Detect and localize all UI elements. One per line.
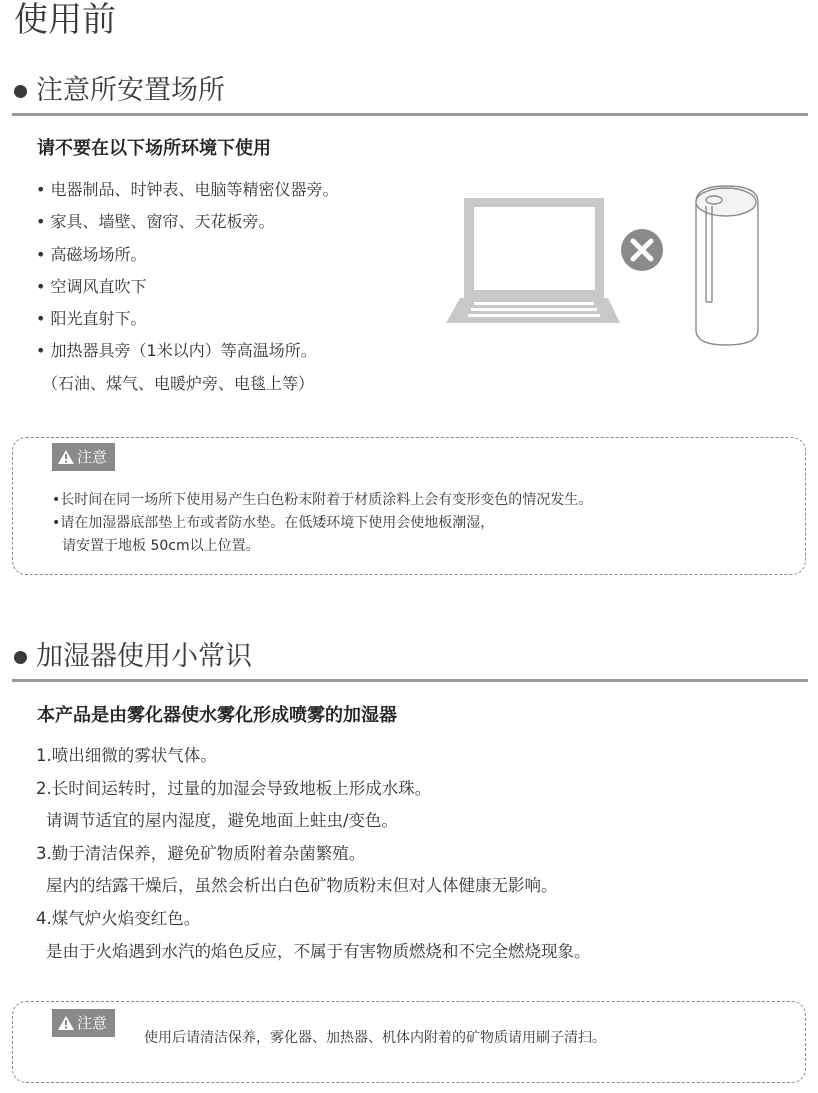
notice-badge [52, 443, 115, 471]
notice-badge-label: 注意 [77, 1014, 108, 1032]
humidifier-icon [696, 186, 758, 345]
list-item: • 阳光直射下。 [36, 309, 147, 329]
list-item: 屋内的结露干燥后，虽然会析出白色矿物质粉末但对人体健康无影响。 [46, 876, 558, 896]
placement-illustration [440, 180, 760, 350]
list-item: • 家具、墙壁、窗帘、天花板旁。 [36, 212, 275, 232]
section-title-text: 加湿器使用小常识 [36, 641, 252, 672]
section-subtitle: 本产品是由雾化器使水雾化形成喷雾的加湿器 [37, 705, 397, 726]
section-title-tips [14, 640, 252, 674]
list-item: 请调节适宜的屋内湿度，避免地面上蛀虫/变色。 [46, 811, 399, 831]
bullet-dot-icon [14, 651, 27, 664]
placement-list [36, 174, 339, 400]
list-item: 是由于火焰遇到水汽的焰色反应，不属于有害物质燃烧和不完全燃烧现象。 [46, 941, 591, 961]
section-divider [12, 113, 808, 116]
page-title: 使用前 [14, 0, 116, 40]
list-item: （石油、煤气、电暖炉旁、电毯上等） [42, 373, 315, 393]
section-title-text: 注意所安置场所 [36, 75, 225, 106]
section-title-placement [14, 74, 225, 108]
notice-line: 请安置于地板 50cm以上位置。 [62, 538, 260, 554]
list-item: • 高磁场场所。 [36, 244, 147, 264]
notice-badge [52, 1009, 115, 1037]
section-subtitle: 请不要在以下场所环境下使用 [37, 138, 271, 159]
list-item: • 电器制品、时钟表、电脑等精密仪器旁。 [36, 180, 339, 199]
list-item: 2.长时间运转时，过量的加湿会导致地板上形成水珠。 [36, 778, 432, 798]
list-item: • 加热器具旁（1米以内）等高温场所。 [36, 341, 317, 361]
section-divider [12, 679, 808, 682]
prohibited-x-icon [621, 229, 663, 271]
warning-icon [58, 1016, 74, 1030]
warning-icon [58, 450, 74, 464]
bullet-dot-icon [14, 85, 27, 98]
list-item: 3.勤于清洁保养，避免矿物质附着杂菌繁殖。 [36, 843, 366, 863]
notice-badge-label: 注意 [77, 448, 108, 466]
list-item: • 空调风直吹下 [36, 276, 147, 296]
notice-line: •长时间在同一场所下使用易产生白色粉末附着于材质涂料上会有变形变色的情况发生。 [52, 492, 593, 508]
tips-list [36, 740, 591, 968]
list-item: 4.煤气炉火焰变红色。 [36, 908, 201, 928]
laptop-icon [446, 198, 620, 323]
list-item: 1.喷出细微的雾状气体。 [36, 746, 217, 765]
notice-line: 使用后请清洁保养，雾化器、加热器、机体内附着的矿物质请用刷子清扫。 [144, 1030, 606, 1046]
notice-line: •请在加湿器底部垫上布或者防水垫。在低矮环境下使用会使地板潮湿， [52, 515, 495, 531]
